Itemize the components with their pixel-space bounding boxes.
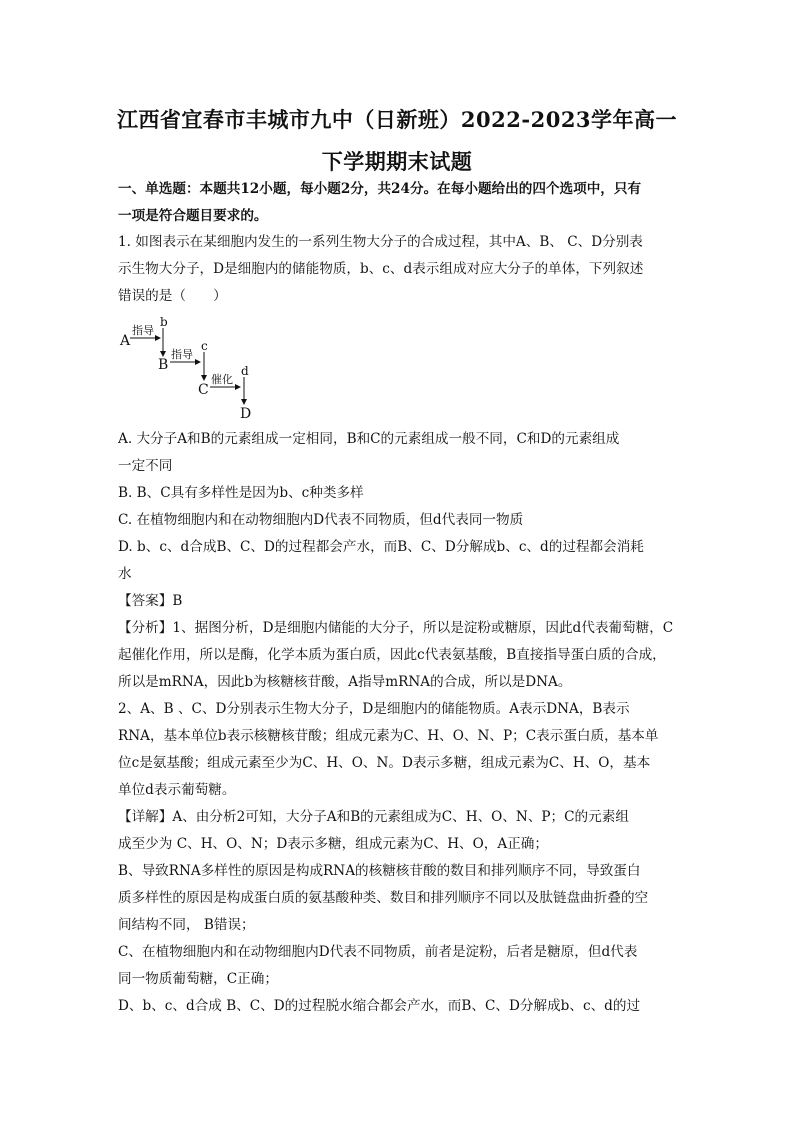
detail-line: 【详解】A、由分析2可知，大分子A和B的元素组成为C、H、O、N、P；C的元素组 bbox=[118, 809, 629, 825]
monomer-c: c bbox=[201, 339, 208, 353]
section-heading-cont: 一项是符合题目要求的。 bbox=[118, 208, 268, 224]
detail-line: 质多样性的原因是构成蛋白质的氨基酸种类、数目和排列顺序不同以及肽链盘曲折叠的空 bbox=[118, 890, 649, 906]
analysis-line: 位c是氨基酸；组成元素至少为C、H、O、N。D表示多糖，组成元素为C、H、O，基本 bbox=[118, 755, 651, 771]
node-C: C bbox=[198, 382, 209, 398]
synthesis-diagram bbox=[116, 312, 276, 422]
analysis-line: 所以是mRNA，因此b为核糖核苷酸，A指导mRNA的合成，所以是DNA。 bbox=[118, 674, 572, 690]
arrow-label-direct: 指导 bbox=[171, 348, 193, 361]
question-stem: 1. 如图表示在某细胞内发生的一系列生物大分子的合成过程，其中A、B、 C、D分别表 bbox=[118, 234, 643, 250]
detail-line: C、在植物细胞内和在动物细胞内D代表不同物质，前者是淀粉，后者是糖原，但d代表 bbox=[118, 944, 638, 960]
detail-line: 同一物质葡萄糖，C正确； bbox=[118, 971, 278, 987]
option-d: D. b、c、d合成B、C、D的过程都会产水，而B、C、D分解成b、c、d的过程都会消耗 bbox=[118, 539, 644, 555]
detail-line: D、b、c、d合成 B、C、D的过程脱水缩合都会产水，而B、C、D分解成b、c、d的过 bbox=[118, 998, 641, 1014]
question-stem-cont: 示生物大分子，D是细胞内的储能物质，b、c、d表示组成对应大分子的单体，下列叙述 bbox=[118, 261, 644, 277]
monomer-d: d bbox=[241, 364, 249, 378]
question-stem-cont: 错误的是（ ） bbox=[118, 288, 227, 304]
node-D: D bbox=[240, 406, 252, 422]
option-d-cont: 水 bbox=[118, 566, 132, 582]
option-a-cont: 一定不同 bbox=[118, 458, 173, 474]
option-a: A. 大分子A和B的元素组成一定相同，B和C的元素组成一般不同，C和D的元素组成 bbox=[118, 431, 620, 447]
arrow-label-catalyze: 催化 bbox=[211, 373, 233, 386]
analysis-line: 2、A、B 、C、D分别表示生物大分子，D是细胞内的储能物质。A表示DNA，B表示 bbox=[118, 701, 630, 717]
section-heading: 一、单选题：本题共12小题，每小题2分，共24分。在每小题给出的四个选项中，只有 bbox=[118, 181, 642, 197]
document-title-line1: 江西省宜春市丰城市九中（日新班）2022-2023学年高一 bbox=[116, 107, 678, 132]
arrow-label-direct: 指导 bbox=[132, 324, 154, 337]
analysis-line: RNA，基本单位b表示核糖核苷酸；组成元素为C、H、O、N、P；C表示蛋白质，基本单 bbox=[118, 728, 659, 744]
detail-line: 成至少为 C、H、O、N；D表示多糖，组成元素为C、H、O，A正确； bbox=[118, 836, 548, 852]
answer: 【答案】B bbox=[118, 593, 183, 609]
detail-line: 间结构不同， B错误； bbox=[118, 917, 255, 933]
node-A: A bbox=[120, 333, 131, 349]
option-c: C. 在植物细胞内和在动物细胞内D代表不同物质，但d代表同一物质 bbox=[118, 512, 524, 528]
analysis-line: 起催化作用，所以是酶，化学本质为蛋白质，因此c代表氨基酸，B直接指导蛋白质的合成， bbox=[118, 647, 666, 663]
detail-line: B、导致RNA多样性的原因是构成RNA的核糖核苷酸的数目和排列顺序不同，导致蛋白 bbox=[118, 863, 641, 879]
node-B: B bbox=[158, 357, 169, 373]
monomer-b: b bbox=[160, 315, 168, 329]
analysis-line: 单位d表示葡萄糖。 bbox=[118, 782, 236, 798]
analysis-line: 【分析】1、据图分析，D是细胞内储能的大分子，所以是淀粉或糖原，因此d代表葡萄糖，C bbox=[118, 620, 674, 636]
document-title-line2: 下学期期末试题 bbox=[321, 149, 473, 174]
option-b: B. B、C具有多样性是因为b、c种类多样 bbox=[118, 485, 364, 501]
